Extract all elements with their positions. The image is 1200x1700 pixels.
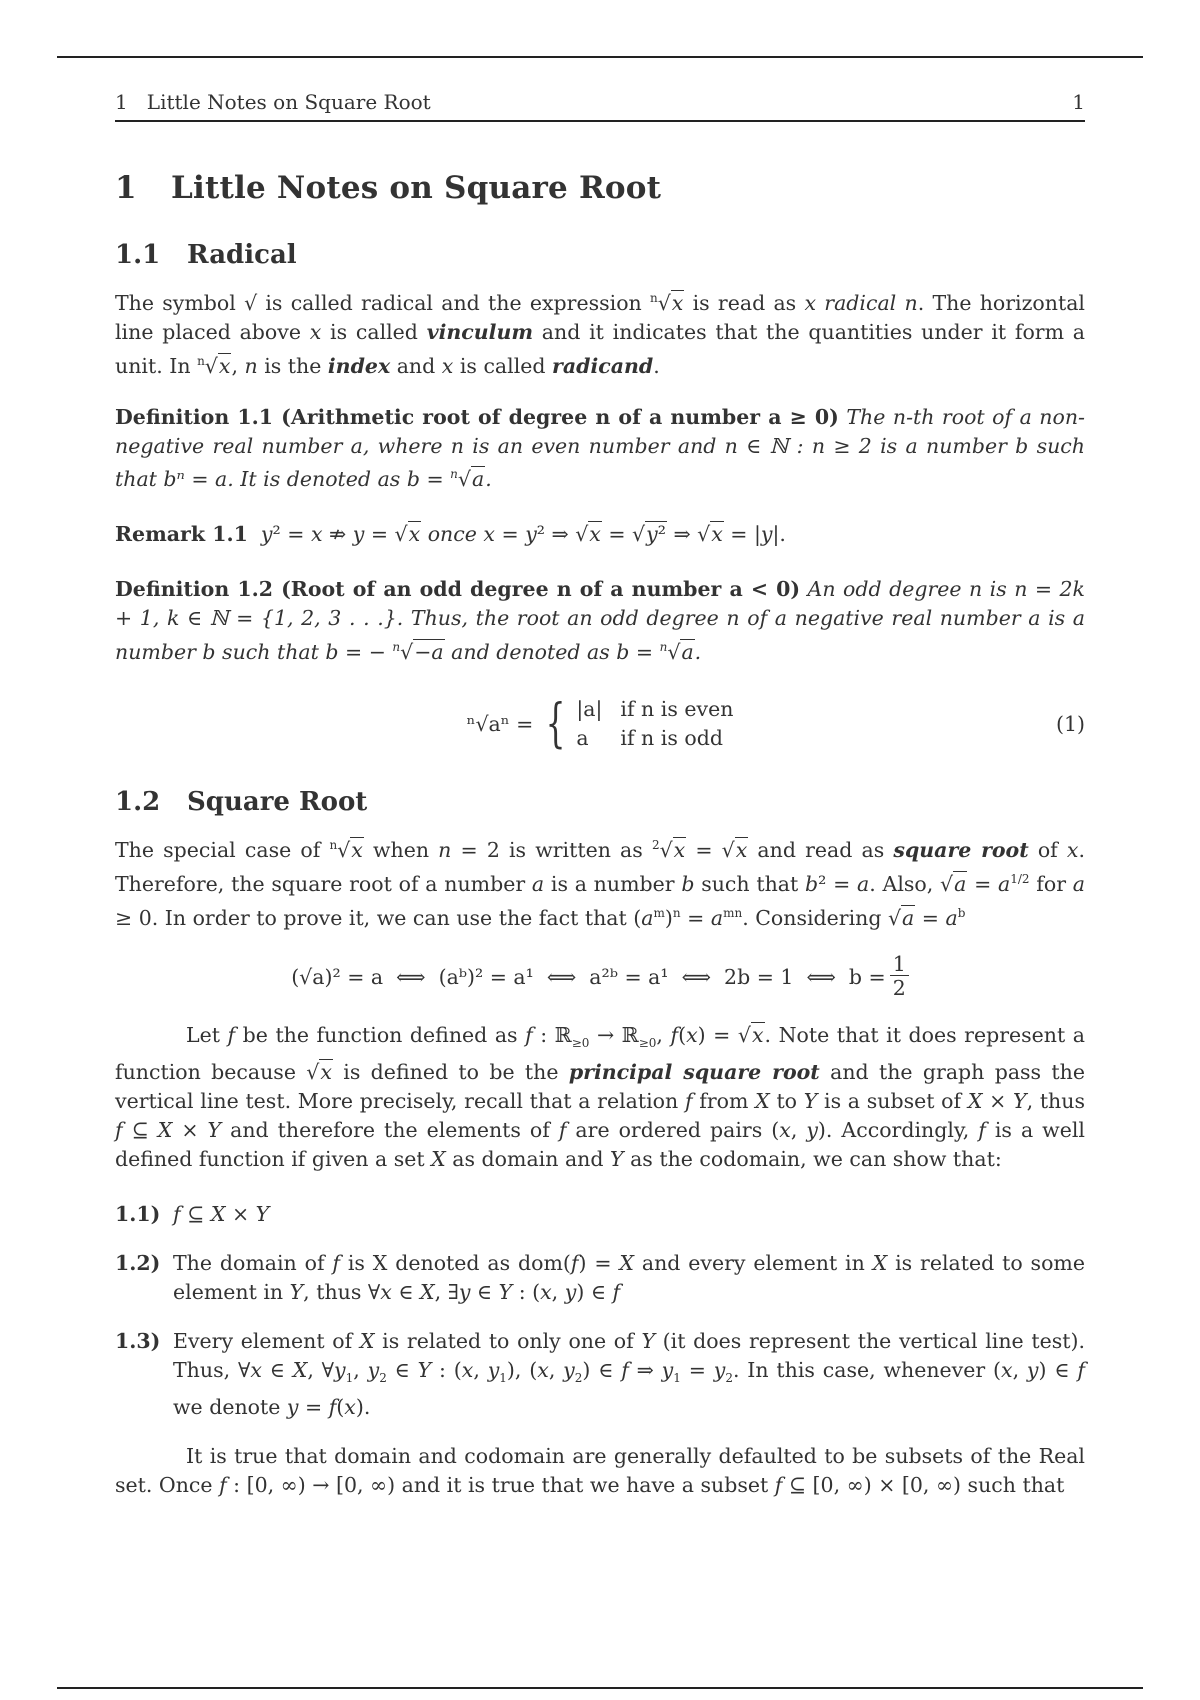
- list-item-text: Every element of X is related to only one of Y (it does represent the vertical line test). Thus, ∀x ∈ X, $\forall y_1$, $y_2$ ∈ Y : (x, $y_1$), (x, $y_2$) ∈ f ⇒ $y_1 = y_2$. In this case, whenever (x, y) ∈ f we denote y = f(x).: [173, 1328, 1085, 1419]
- running-head-title: 1 Little Notes on Square Root: [115, 90, 431, 114]
- equation-chain: (√a)² = a ⟺ (aᵇ)² = a¹ ⟺ a²ᵇ = a¹ ⟺ 2b = 1 ⟺ b =: [291, 964, 886, 989]
- fraction-denominator: 2: [892, 976, 906, 1001]
- page: [115, 90, 1085, 1500]
- remark-1-1: Remark 1.1 y² = x ⇏ y = √x once x = y² ⇒ √x = √y² ⇒ √x = |y|.: [115, 522, 786, 547]
- definition-heading: Definition 1.2 (Root of an odd degree n of a number a < 0): [115, 577, 801, 602]
- fraction-numerator: 1: [890, 953, 909, 976]
- condition-list: [115, 1200, 1085, 1422]
- page-number: 1: [1072, 90, 1085, 114]
- subsection-heading-square-root: [115, 787, 1085, 817]
- case-value: a: [576, 726, 589, 751]
- paragraph-domain: It is true that domain and codomain are generally defaulted to be subsets of the Real set. Once f : [0, ∞) → [0, ∞) and it is true that we have a subset f ⊆ [0, ∞) × [0, ∞) such that: [115, 1443, 1085, 1497]
- section-title: Little Notes on Square Root: [171, 170, 662, 206]
- subsection-title: Radical: [187, 240, 297, 270]
- definition-1-1: Definition 1.1 (Arithmetic root of degree n of a number a ≥ 0) The n-th root of a non-negative real number a, where n is an even number and n ∈ ℕ : n ≥ 2 is a number b such that bⁿ = a. It is denoted as b = $^n$√a.: [115, 404, 1085, 492]
- list-item: [115, 1200, 1085, 1229]
- section-heading: [115, 170, 1085, 206]
- equation-lhs: ⁿ√aⁿ =: [466, 712, 534, 737]
- top-rule: [57, 56, 1143, 58]
- paragraph-radical: The symbol √ is called radical and the expression $^n$√x is read as x radical n. The horizontal line placed above x is called vinculum and it indicates that the quantities under it form a unit. In $^n$√x, n is the index and x is called radicand.: [115, 290, 1085, 378]
- fraction: [890, 953, 909, 1000]
- subsection-number: 1.1: [115, 240, 161, 270]
- paragraph-function: Let f be the function defined as f : ℝ$_{\ge 0}$ → ℝ$_{\ge 0}$, f(x) = √x. Note that it does represent a function because √x is defined to be the principal square root and the graph pass the vertical line test. More precisely, recall that a relation f from X to Y is a subset of X × Y, thus f ⊆ X × Y and therefore the elements of f are ordered pairs (x, y). Accordingly, f is a well defined function if given a set X as domain and Y as the codomain, we can show that:: [115, 1022, 1086, 1171]
- list-item-label: 1.3): [115, 1328, 161, 1353]
- equation-number: (1): [1055, 712, 1085, 737]
- subsection-heading-radical: [115, 240, 1085, 270]
- paragraph-square-root: The special case of $^n$√x when n = 2 is written as $^2$√x = √x and read as square root of x. Therefore, the square root of a number a is a number b such that b² = a. Also, $√a = a^{1/2}$ for a ≥ 0. In order to prove it, we can use the fact that $(a^m)^n = a^{mn}$. Considering $√a = a^b$: [115, 838, 1086, 930]
- section-number: 1: [115, 170, 137, 206]
- list-item-label: 1.2): [115, 1250, 161, 1275]
- subsection-number: 1.2: [115, 787, 161, 818]
- remark-heading: Remark 1.1: [115, 522, 248, 547]
- list-item-text: The domain of f is X denoted as dom(f) = X and every element in X is related to some element in Y, thus ∀x ∈ X, ∃y ∈ Y : (x, y) ∈ f: [173, 1250, 1085, 1304]
- equation-1: [115, 691, 1085, 757]
- case-condition: if n is even: [620, 697, 734, 722]
- subsection-title: Square Root: [187, 787, 368, 818]
- list-item-label: 1.1): [115, 1201, 161, 1226]
- case-condition: if n is odd: [620, 726, 723, 751]
- definition-1-2: Definition 1.2 (Root of an odd degree n of a number a < 0) An odd degree n is n = 2k + 1, k ∈ ℕ = {1, 2, 3 . . .}. Thus, the root an odd degree n of a negative real number a is a number b such that b = − $^n$√−a and denoted as b = $^n$√a.: [115, 577, 1085, 665]
- list-item: [115, 1249, 1085, 1307]
- list-item: [115, 1327, 1085, 1422]
- equation-2: [115, 947, 1085, 1007]
- case-value: |a|: [576, 697, 603, 722]
- equation-cases: { |a| if n is even a if n is odd: [545, 694, 734, 755]
- bottom-rule: [57, 1687, 1143, 1689]
- definition-heading: Definition 1.1 (Arithmetic root of degree n of a number a ≥ 0): [115, 404, 839, 429]
- running-head: [115, 90, 1085, 122]
- list-item-text: f ⊆ X × Y: [173, 1201, 270, 1226]
